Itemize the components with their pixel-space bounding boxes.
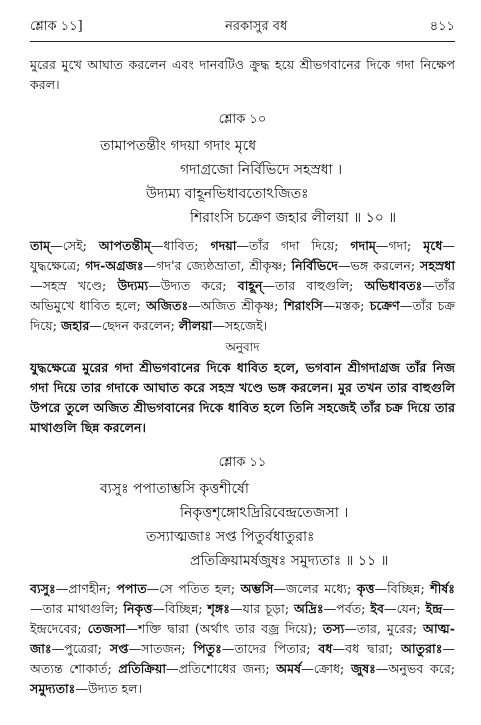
term-meaning: —পুত্রেরা; xyxy=(51,641,110,656)
sloka-10-line-1: তামাপতন্তীং গদয়া গদাং মৃধে xyxy=(100,138,257,154)
sloka-10-translation: যুদ্ধক্ষেত্রে মুরের গদা শ্রীভগবানের দিকে ধাবিত হলে, ভগবান শ্রীগদাগ্রজ তাঁর নিজ গদা দিয়ে তার গদাকে আঘাত করে সহস্র খণ্ডে ভঙ্গ করলেন। মুর তখন তার বাহুগুলি উপরে তুলে অজিত শ্রীভগবানের দিকে ধাবিত হলে তিনি সহজেই তাঁর চক্র দিয়ে তার মাথাগুলি ছিন্ন করলেন। xyxy=(30,360,455,435)
term-meaning: —অত্যন্ত শোকার্ত; xyxy=(30,641,456,676)
term: অভিধাবতঃ xyxy=(364,278,423,293)
sloka-11-heading: শ্লোক ১১ xyxy=(218,455,267,470)
term: অমর্ষ xyxy=(276,661,302,676)
sloka-11-line-2: নিকৃত্তশৃঙ্গোঽদ্রিরিবেন্দ্রতেজসা । xyxy=(180,505,349,521)
page-header xyxy=(30,16,455,38)
term-meaning: —তার, মুরের; xyxy=(344,621,423,636)
term-meaning: —সে পতিত হল; xyxy=(146,581,241,596)
term-meaning: —অজিত শ্রীকৃষ্ণ; xyxy=(188,298,284,313)
term: জুষঃ xyxy=(350,661,376,676)
term: গদ-অগ্রজঃ xyxy=(85,258,144,273)
term-meaning: —প্রাণহীন; xyxy=(55,581,117,596)
term: ইব xyxy=(370,601,384,616)
term-meaning: —তাঁর অভিমুখে ধাবিত হলে; xyxy=(30,278,455,313)
term: আপতন্তীম্ xyxy=(98,238,151,253)
header-page-number: ৪১১ xyxy=(429,18,455,34)
term-meaning: —অনুভব করে; xyxy=(375,661,455,676)
term: নিকৃত্ত xyxy=(123,601,153,616)
term: তস্য xyxy=(322,621,345,636)
term-meaning: —বিচ্ছিন্ন; xyxy=(374,581,431,596)
term: শৃঙ্গঃ xyxy=(207,601,230,616)
term-meaning: —যার চূড়া; xyxy=(230,601,295,616)
sloka-10-line-4: শিরাংসি চক্রেণ জহার লীলয়া ॥ ১০ ॥ xyxy=(190,210,397,226)
sloka-10-word-meanings xyxy=(30,236,455,336)
term-meaning: —মস্তক; xyxy=(322,298,370,313)
sloka-11-line-4: প্রতিক্রিয়ামর্ষজুষঃ সমুদ্যতাঃ ॥ ১১ ॥ xyxy=(190,553,389,569)
term-meaning: —সহজেই। xyxy=(212,318,268,333)
term-meaning: —জলের মধ্যে; xyxy=(273,581,357,596)
page-content xyxy=(30,55,455,699)
term: পিতুঃ xyxy=(193,641,222,656)
term: শিরাংসি xyxy=(283,298,323,313)
term-meaning: —তার বাহুগুলি; xyxy=(262,278,365,293)
term: গদয়া xyxy=(210,238,237,253)
term-meaning: —ইন্দ্রদেবের; xyxy=(30,601,455,636)
term: আত্ম-জাঃ xyxy=(30,621,455,656)
term: সপ্ত xyxy=(109,641,129,656)
term-meaning: —প্রতিশোধের জন্য; xyxy=(166,661,277,676)
intro-paragraph: মুরের মুখে আঘাত করলেন এবং দানবটিও ক্রুদ্ধ হয়ে শ্রীভগবানের দিকে গদা নিক্ষেপ করল। xyxy=(30,57,455,92)
term-meaning: —উদ্যত হল। xyxy=(75,681,143,696)
sloka-10-line-3: উদ্যম্য বাহূনভিধাবতোঽজিতঃ xyxy=(146,186,309,202)
sloka-11-line-3: তস্যাত্মজাঃ সপ্ত পিতুর্বধাতুরাঃ xyxy=(146,529,315,545)
term: শীর্ষঃ xyxy=(430,581,455,596)
term-meaning: —সাতজন; xyxy=(128,641,194,656)
term: পপাত xyxy=(116,581,147,596)
term-meaning: —সহস্র খণ্ডে; xyxy=(30,278,118,293)
term: মৃধে xyxy=(423,238,443,253)
term: ব্যসুঃ xyxy=(30,581,56,596)
term: আতুরাঃ xyxy=(400,641,443,656)
term-meaning: —ক্রোধ; xyxy=(301,661,351,676)
term: অজিতঃ xyxy=(146,298,189,313)
sloka-10-line-2: গদাগ্রজো নির্বিভিদে সহস্রধা । xyxy=(180,162,343,178)
term-meaning: —গদা; xyxy=(375,238,424,253)
term: ইন্দ্র xyxy=(425,601,443,616)
term: তেজসা xyxy=(87,621,126,636)
term-meaning: —পর্বত; xyxy=(323,601,371,616)
term-meaning: —শক্তি দ্বারা (অর্থাৎ তার বজ্র দিয়ে); xyxy=(125,621,323,636)
term: তাম্ xyxy=(30,238,51,253)
term: চক্রেণ xyxy=(369,298,400,313)
term-meaning: —উদ্যত করে; xyxy=(148,278,238,293)
term-meaning: —তাঁর গদা দিয়ে; xyxy=(236,238,351,253)
term-meaning: —ভঙ্গ করলেন; xyxy=(337,258,421,273)
term: জহার xyxy=(60,318,90,333)
translation-label: অনুবাদ xyxy=(225,340,260,354)
term: অম্ভসি xyxy=(240,581,274,596)
header-sloka-ref: শ্লোক ১১] xyxy=(30,18,83,34)
term: সহস্রধা xyxy=(420,258,455,273)
header-rule xyxy=(30,41,455,42)
term: নির্বিভিদে xyxy=(291,258,338,273)
term-meaning: —তাদের পিতার; xyxy=(221,641,319,656)
term-meaning: —যেন; xyxy=(383,601,426,616)
header-chapter-title: নরকাসুর বধ xyxy=(225,18,288,34)
term-meaning: —তাঁর চক্র দিয়ে; xyxy=(30,298,456,333)
sloka-11-word-meanings xyxy=(30,579,455,699)
term: গদাম্ xyxy=(350,238,376,253)
term: উদ্যম্য xyxy=(117,278,149,293)
term: কৃত্ত xyxy=(356,581,375,596)
term-meaning: —বিচ্ছিন্ন; xyxy=(152,601,208,616)
term-meaning: —ধাবিত; xyxy=(150,238,211,253)
term-meaning: —তার মাথাগুলি; xyxy=(30,601,124,616)
term: সমুদ্যতাঃ xyxy=(30,681,76,696)
term-meaning: —গদ'র জ্যেষ্ঠভ্রাতা, শ্রীকৃষ্ণ; xyxy=(143,258,292,273)
sloka-11-line-1: ব্যসুঃ পপাতাম্ভসি কৃত্তশীর্ষো xyxy=(100,481,249,497)
term: বধ xyxy=(318,641,333,656)
term-meaning: —ছেদন করলেন; xyxy=(89,318,179,333)
sloka-10-heading: শ্লোক ১০ xyxy=(218,112,267,127)
term-meaning: —যুদ্ধক্ষেত্রে; xyxy=(30,238,455,273)
term-meaning: —সেই; xyxy=(50,238,99,253)
term: বাহূন্ xyxy=(237,278,263,293)
term: প্রতিক্রিয়া xyxy=(118,661,167,676)
term: অদ্রিঃ xyxy=(294,601,324,616)
term: লীলয়া xyxy=(178,318,213,333)
term-meaning: —বধ দ্বারা; xyxy=(332,641,401,656)
